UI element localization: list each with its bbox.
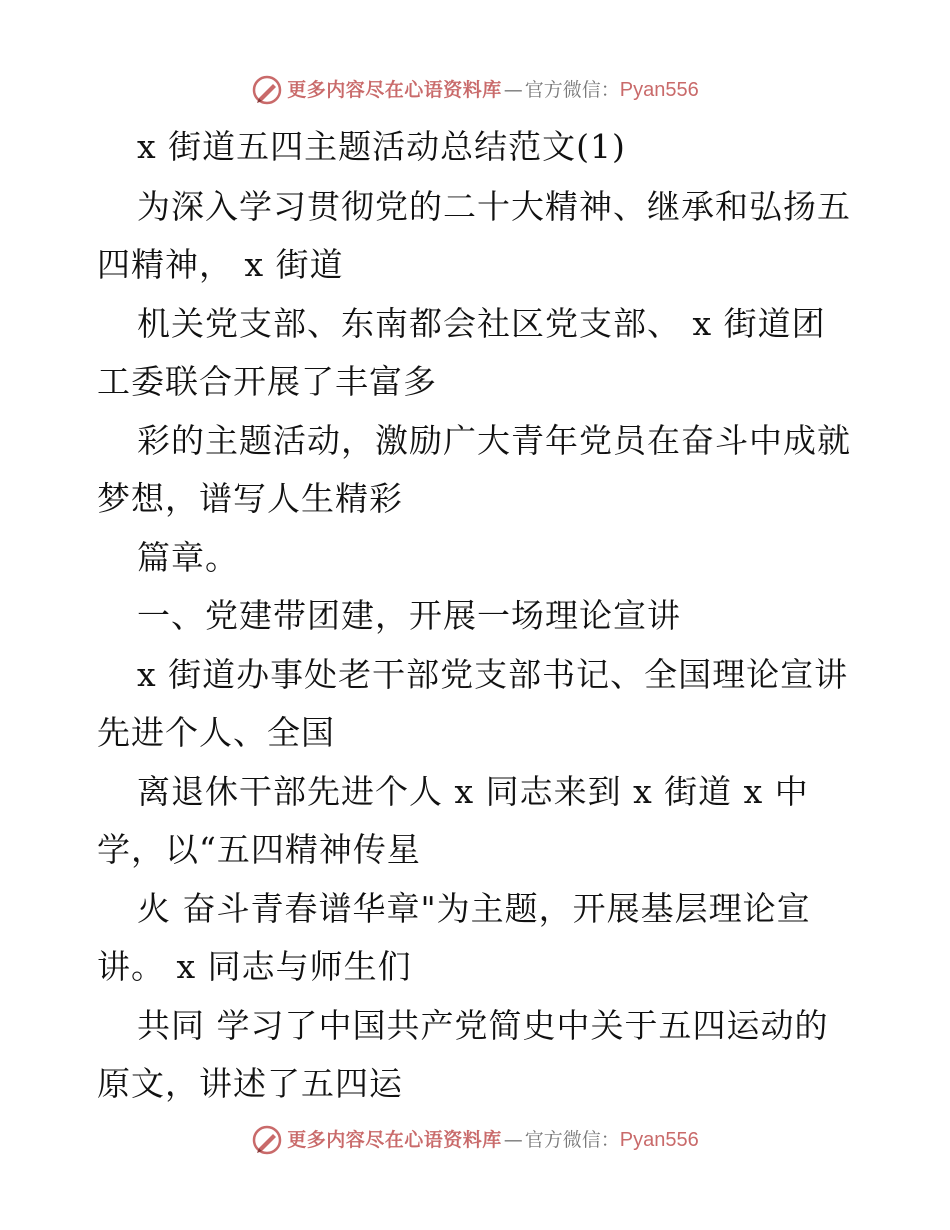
paragraph-line: 四精神， x 街道 [97,245,344,284]
paragraph-line: 梦想，谱写人生精彩 [97,479,403,518]
document-title: x 街道五四主题活动总结范文(1) [137,127,626,166]
paragraph-line: 讲。 x 同志与师生们 [97,947,412,986]
paragraph-line: 先进个人、全国 [97,713,335,752]
watermark-id: Pyan556 [619,79,699,101]
pen-logo-icon [251,74,283,106]
watermark-sub: 官方微信： [524,1128,620,1151]
watermark-sub: 官方微信： [524,78,620,101]
paragraph-line: 工委联合开展了丰富多 [97,362,437,401]
paragraph-line: 原文，讲述了五四运 [97,1064,403,1103]
paragraph-line: 为深入学习贯彻党的二十大精神、继承和弘扬五 [137,187,851,226]
watermark-main: 更多内容尽在心语资料库 [287,78,502,101]
watermark-main: 更多内容尽在心语资料库 [287,1128,502,1151]
pen-logo-icon [251,1124,283,1156]
watermark-text [287,80,699,100]
paragraph-line: 彩的主题活动，激励广大青年党员在奋斗中成就 [137,421,851,460]
section-heading: 一、党建带团建，开展一场理论宣讲 [137,596,681,635]
watermark-text [287,1130,699,1150]
paragraph-line: 机关党支部、东南都会社区党支部、 x 街道团 [137,304,826,343]
watermark-dash: — [503,78,523,101]
paragraph-line: 火 奋斗青春谱华章"为主题，开展基层理论宣 [137,889,811,928]
paragraph-line: 学，以“五四精神传星 [97,830,421,869]
watermark-dash: — [503,1128,523,1151]
watermark-id: Pyan556 [619,1129,699,1151]
watermark-banner-bottom [0,1120,950,1160]
watermark-banner-top [0,70,950,110]
paragraph-line: 篇章。 [137,538,239,577]
paragraph-line: 共同 学习了中国共产党简史中关于五四运动的 [137,1006,829,1045]
paragraph-line: 离退休干部先进个人 x 同志来到 x 街道 x 中 [137,772,809,811]
paragraph-line: x 街道办事处老干部党支部书记、全国理论宣讲 [137,655,849,694]
